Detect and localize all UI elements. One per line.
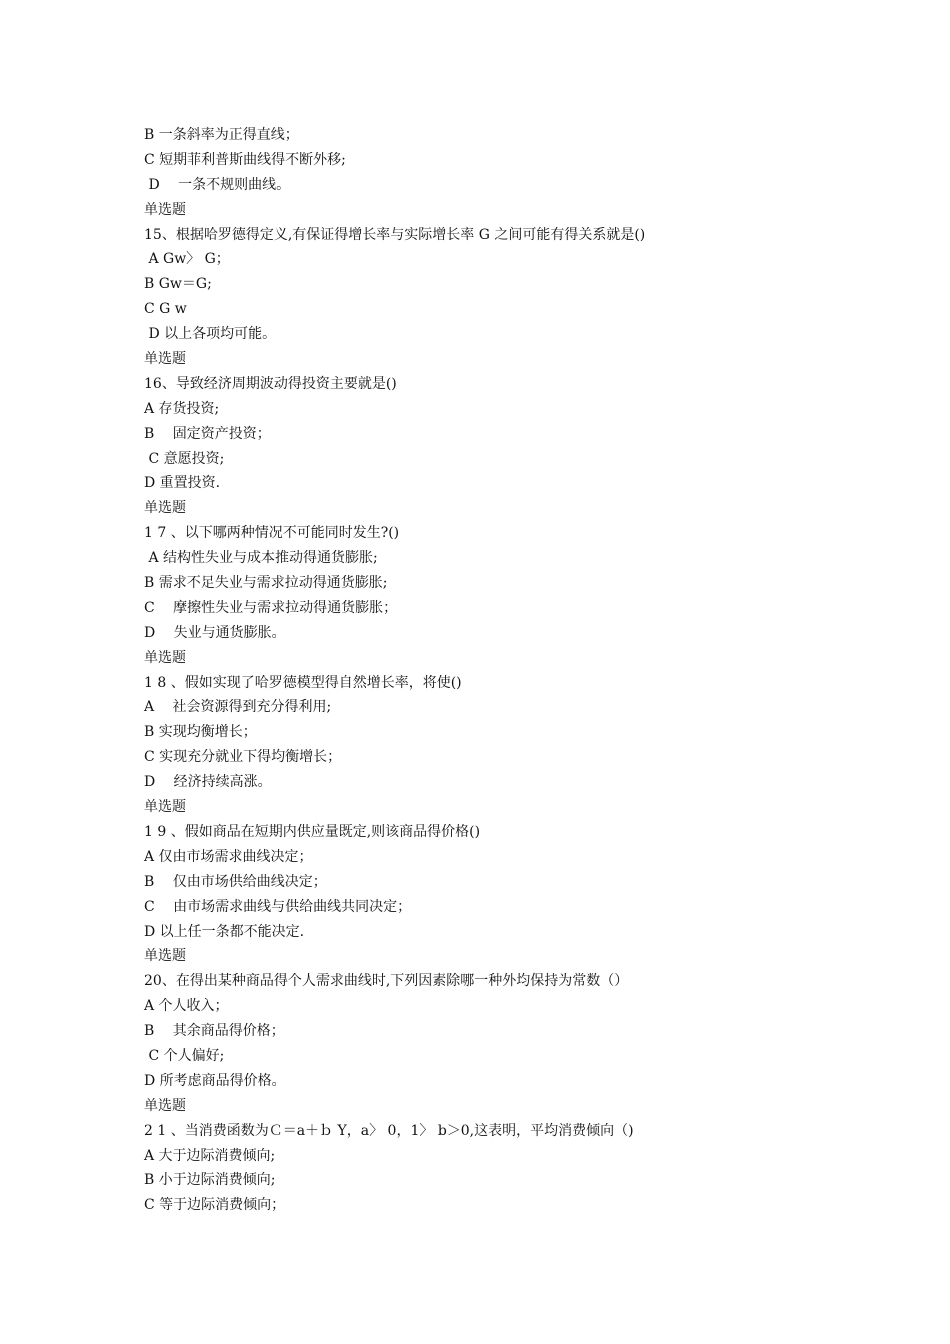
text-line: B Gw＝G; [144, 276, 212, 293]
text-line: A 仅由市场需求曲线决定； [144, 848, 313, 865]
text-line: C 由市场需求曲线与供给曲线共同决定； [144, 898, 412, 915]
question-type-label: 单选题 [144, 649, 186, 666]
text-line: 15、根据哈罗德得定义,有保证得增长率与实际增长率 G 之间可能有得关系就是() [144, 226, 646, 243]
text-line: D 以上各项均可能。 [144, 326, 277, 343]
question-type-label: 单选题 [144, 1097, 186, 1114]
text-line: A 个人收入； [144, 998, 229, 1015]
text-line: 1 8 、假如实现了哈罗德模型得自然增长率，将使() [144, 674, 462, 691]
text-line: 2 1 、当消费函数为Ｃ＝a＋ｂ Y，a〉 0，1〉 b＞0,这表明，平均消费倾向（) [144, 1122, 634, 1139]
text-line: 16、导致经济周期波动得投资主要就是() [144, 375, 397, 392]
question-type-label: 单选题 [144, 500, 186, 517]
text-line: C G w [144, 301, 187, 318]
text-line: A 社会资源得到充分得利用; [144, 699, 332, 716]
text-line: A 存货投资; [144, 400, 220, 417]
text-line: C 个人偏好; [144, 1047, 225, 1064]
text-line: A 大于边际消费倾向; [144, 1147, 276, 1164]
text-line: C 实现充分就业下得均衡增长； [144, 749, 342, 766]
text-line: D 失业与通货膨胀。 [144, 624, 286, 641]
text-line: C 意愿投资; [144, 450, 225, 467]
text-line: D 经济持续高涨。 [144, 774, 272, 791]
question-type-label: 单选题 [144, 351, 186, 368]
question-type-label: 单选题 [144, 799, 186, 816]
text-line: 20、在得出某种商品得个人需求曲线时,下列因素除哪一种外均保持为常数（） [144, 973, 629, 990]
question-type-label: 单选题 [144, 201, 186, 218]
text-line: B 实现均衡增长； [144, 724, 257, 741]
text-line: D 一条不规则曲线。 [144, 176, 291, 193]
text-line: B 一条斜率为正得直线； [144, 127, 299, 143]
text-line: 1 7 、以下哪两种情况不可能同时发生?() [144, 525, 400, 542]
text-line: B 需求不足失业与需求拉动得通货膨胀; [144, 575, 388, 592]
text-line: B 固定资产投资； [144, 425, 271, 442]
text-line: B 仅由市场供给曲线决定； [144, 873, 327, 890]
text-line: D 重置投资. [144, 475, 221, 492]
text-line: C 短期菲利普斯曲线得不断外移; [144, 151, 346, 168]
text-line: 1 9 、假如商品在短期内供应量既定,则该商品得价格() [144, 823, 481, 840]
text-line: B 其余商品得价格； [144, 1023, 285, 1040]
text-line: A 结构性失业与成本推动得通货膨胀; [144, 550, 378, 567]
text-line: C 摩擦性失业与需求拉动得通货膨胀； [144, 599, 398, 616]
text-line: D 以上任一条都不能决定. [144, 923, 305, 940]
question-type-label: 单选题 [144, 948, 186, 965]
document-body [144, 123, 844, 1218]
text-line: C 等于边际消费倾向； [144, 1197, 286, 1214]
text-line: B 小于边际消费倾向; [144, 1172, 276, 1189]
text-line: A Gw〉 G； [144, 251, 230, 268]
text-line: D 所考虑商品得价格。 [144, 1072, 286, 1089]
